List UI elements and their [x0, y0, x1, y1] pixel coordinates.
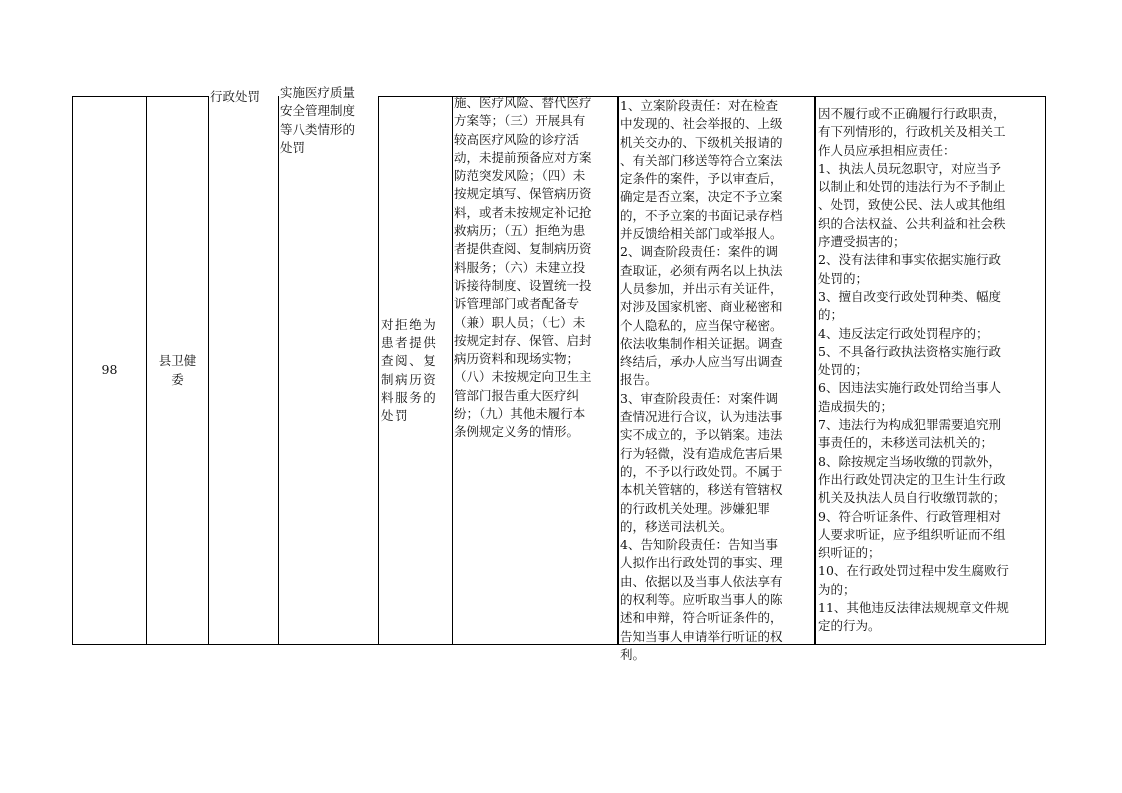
sub-item-cell — [381, 97, 451, 644]
col-border — [452, 96, 453, 645]
accountability-cell: 因不履行或不正确履行行政职责， 有下列情形的，行政机关及相关工 作人员应承担相应责任： 1、执法人员玩忽职守，对应当予 以制止和处罚的违法行为不予制止 、处罚，致使公民、法人或其他组 织的合法权益、公共利益和社会秩 序遭受损害的； 2、没有法律和事实依据实施行政 处罚的； 3、擅自改变行政处罚种类、幅度 的； 4、违反法定行政处罚程序的； 5、不具备行政执法资格实施行政 处罚的； 6、因违法实施行政处罚给当事人 造成损失的； 7、违法行为构成犯罪需要追究刑 事责任的，未移送司法机关的； 8、除按规定当场收缴的罚款外， 作出行政处罚决定的卫生计生行政 机关及执法人员自行收缴罚款的； 9、符合听证条件、行政管理相对 人要求听证，应予组织听证而不组 织听证的； 10、在行政处罚过程中发生腐败行 为的； 11、其他违反法律法规规章文件规 定的行为。 — [818, 106, 1009, 634]
category-cell: 行政处罚 — [210, 89, 261, 104]
row-number: 98 — [101, 362, 118, 378]
sub-item-text: 对拒绝为 患者提供 查阅、复 制病历资 料服务的 处罚 — [381, 316, 438, 424]
responsibility-cell: 1、立案阶段责任：对在检查 中发现的、社会举报的、上级 机关交办的、下级机关报请的 、有关部门移送等符合立案法 定条件的案件，予以审查后， 确定是否立案，决定不予立案 的，不予立案的书面记录存档 并反馈给相关部门或举报人。 2、调查阶段责任：案件的调 查取证，必须有两名以上执法 人员参加，并出示有关证件， 对涉及国家机密、商业秘密和 个人隐私的，应当保守秘密。 依法收集制作相关证据。调查 终结后，承办人应当写出调查 报告。 3、审查阶段责任：对案件调 查情况进行合议，认为违法事 实不成立的，予以销案。违法 行为轻微，没有造成危害后果 的，不予以行政处罚。不属于 本机关管辖的，移送有管辖权 的行政机关处理。涉嫌犯罪 的，移送司法机关。 4、告知阶段责任：告知当事 人拟作出行政处罚的事实、理 由、依据以及当事人依法享有 的权利等。应听取当事人的陈 述和申辩，符合听证条件的， 告知当事人申请举行听证的权 利。 — [620, 98, 783, 662]
col-border — [278, 96, 279, 645]
item-name-cell: 实施医疗质量 安全管理制度 等八类情形的 处罚 — [280, 85, 356, 155]
table-bottom-border — [72, 644, 1046, 645]
col-border-right — [1045, 96, 1046, 645]
col-border — [378, 96, 379, 645]
legal-basis-cell: 施、医疗风险、替代医疗 方案等；（三）开展具有 较高医疗风险的诊疗活 动，未提前预备应对方案 防范突发风险；（四）未 按规定填写、保管病历资 料，或者未按规定补记抢 救病历；（五）拒绝为患 者提供查阅、复制病历资 料服务；（六）未建立投 诉接待制度、设置统一投 诉管理部门或者配备专 （兼）职人员；（七）未 按规定封存、保管、启封 病历资料和现场实物； （八）未按规定向卫生主 管部门报告重大医疗纠 纷；（九）其他未履行本 条例规定义务的情形。 — [454, 95, 592, 440]
document-table — [72, 85, 1046, 662]
col-border — [208, 96, 209, 645]
col-border — [814, 96, 816, 645]
department-cell: 县卫健 委 — [158, 353, 197, 387]
col-border — [617, 96, 619, 645]
